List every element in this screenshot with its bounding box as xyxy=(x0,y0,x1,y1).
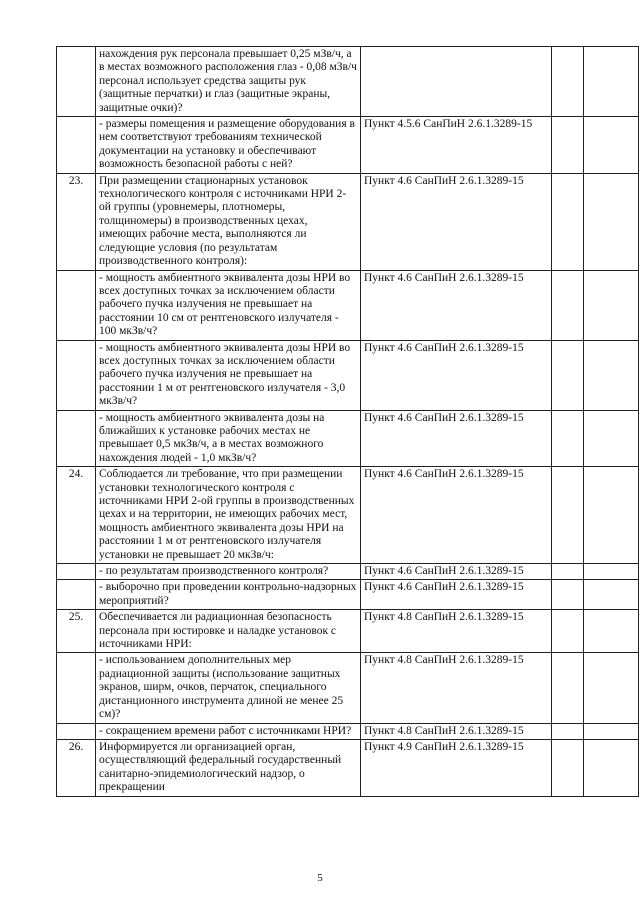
table-row xyxy=(57,467,639,564)
regulation-reference-cell xyxy=(361,47,552,117)
table-row xyxy=(57,270,639,340)
row-number-cell: 25. xyxy=(57,610,96,653)
row-number-cell xyxy=(57,270,96,340)
requirement-text-cell: - выборочно при проведении контрольно-надзорных мероприятий? xyxy=(96,580,361,610)
requirement-text-cell: Информируется ли организацией орган, осуществляющий федеральный государственный санитарно-эпидемиологический надзор, о прекращении xyxy=(96,739,361,796)
answer-cell-empty xyxy=(552,653,584,723)
answer-cell-empty xyxy=(552,47,584,117)
table-row xyxy=(57,653,639,723)
row-number-cell xyxy=(57,723,96,739)
answer-cell-empty xyxy=(552,340,584,410)
regulation-reference-cell: Пункт 4.6 СанПиН 2.6.1.3289-15 xyxy=(361,340,552,410)
note-cell-empty xyxy=(584,723,639,739)
table-row xyxy=(57,173,639,270)
answer-cell-empty xyxy=(552,173,584,270)
regulation-reference-cell: Пункт 4.6 СанПиН 2.6.1.3289-15 xyxy=(361,564,552,580)
table-row xyxy=(57,610,639,653)
table-row xyxy=(57,47,639,117)
regulation-reference-cell: Пункт 4.6 СанПиН 2.6.1.3289-15 xyxy=(361,467,552,564)
note-cell-empty xyxy=(584,739,639,796)
answer-cell-empty xyxy=(552,580,584,610)
table-row xyxy=(57,723,639,739)
note-cell-empty xyxy=(584,117,639,174)
row-number-cell xyxy=(57,117,96,174)
note-cell-empty xyxy=(584,564,639,580)
note-cell-empty xyxy=(584,340,639,410)
answer-cell-empty xyxy=(552,739,584,796)
regulation-reference-cell: Пункт 4.5.6 СанПиН 2.6.1.3289-15 xyxy=(361,117,552,174)
requirements-table-body xyxy=(57,47,639,797)
row-number-cell xyxy=(57,580,96,610)
requirement-text-cell: нахождения рук персонала превышает 0,25 мЗв/ч, а в местах возможного расположения глаз - 0,08 мЗв/ч персонал использует средства защиты рук (защитные перчатки) и глаз (защитные экраны, защитные очки)? xyxy=(96,47,361,117)
regulation-reference-cell: Пункт 4.6 СанПиН 2.6.1.3289-15 xyxy=(361,173,552,270)
requirement-text-cell: - по результатам производственного контроля? xyxy=(96,564,361,580)
note-cell-empty xyxy=(584,270,639,340)
answer-cell-empty xyxy=(552,117,584,174)
table-row xyxy=(57,580,639,610)
table-row xyxy=(57,340,639,410)
requirements-table xyxy=(56,46,639,797)
requirement-text-cell: - использованием дополнительных мер радиационной защиты (использование защитных экранов, ширм, очков, перчаток, специального дистанционного инструмента длиной не менее 25 см)? xyxy=(96,653,361,723)
note-cell-empty xyxy=(584,467,639,564)
regulation-reference-cell: Пункт 4.6 СанПиН 2.6.1.3289-15 xyxy=(361,580,552,610)
regulation-reference-cell: Пункт 4.9 СанПиН 2.6.1.3289-15 xyxy=(361,739,552,796)
table-row xyxy=(57,117,639,174)
requirement-text-cell: Обеспечивается ли радиационная безопасность персонала при юстировке и наладке установок с источниками НРИ: xyxy=(96,610,361,653)
row-number-cell: 24. xyxy=(57,467,96,564)
note-cell-empty xyxy=(584,610,639,653)
requirement-text-cell: Соблюдается ли требование, что при размещении установки технологического контроля с источниками НРИ 2-ой группы в производственных цехах и на территории, не имеющих рабочих мест, мощность амбиентного эквивалента дозы НРИ на расстоянии 1 м от рентгеновского излучателя установки не превышает 20 мкЗв/ч: xyxy=(96,467,361,564)
requirement-text-cell: При размещении стационарных установок технологического контроля с источниками НРИ 2-ой группы (уровнемеры, плотномеры, толщиномеры) в производственных цехах, имеющих рабочие места, выполняются ли следующие условия (по результатам производственного контроля): xyxy=(96,173,361,270)
row-number-cell xyxy=(57,410,96,467)
table-row xyxy=(57,564,639,580)
requirement-text-cell: - мощность амбиентного эквивалента дозы НРИ во всех доступных точках за исключением области рабочего пучка излучения не превышает на расстоянии 10 см от рентгеновского излучателя - 100 мкЗв/ч? xyxy=(96,270,361,340)
note-cell-empty xyxy=(584,653,639,723)
regulation-reference-cell: Пункт 4.8 СанПиН 2.6.1.3289-15 xyxy=(361,653,552,723)
answer-cell-empty xyxy=(552,723,584,739)
regulation-reference-cell: Пункт 4.8 СанПиН 2.6.1.3289-15 xyxy=(361,610,552,653)
note-cell-empty xyxy=(584,580,639,610)
note-cell-empty xyxy=(584,173,639,270)
answer-cell-empty xyxy=(552,467,584,564)
row-number-cell xyxy=(57,340,96,410)
table-row xyxy=(57,739,639,796)
note-cell-empty xyxy=(584,410,639,467)
answer-cell-empty xyxy=(552,410,584,467)
regulation-reference-cell: Пункт 4.6 СанПиН 2.6.1.3289-15 xyxy=(361,270,552,340)
requirement-text-cell: - сокращением времени работ с источниками НРИ? xyxy=(96,723,361,739)
answer-cell-empty xyxy=(552,564,584,580)
table-row xyxy=(57,410,639,467)
requirement-text-cell: - мощность амбиентного эквивалента дозы НРИ во всех доступных точках за исключением области рабочего пучка излучения не превышает на расстоянии 1 м от рентгеновского излучателя - 3,0 мкЗв/ч? xyxy=(96,340,361,410)
row-number-cell: 23. xyxy=(57,173,96,270)
page-number: 5 xyxy=(317,872,323,884)
requirement-text-cell: - размеры помещения и размещение оборудования в нем соответствуют требованиям технической документации на установку и обеспечивают возможность безопасной работы с ней? xyxy=(96,117,361,174)
row-number-cell xyxy=(57,564,96,580)
regulation-reference-cell: Пункт 4.6 СанПиН 2.6.1.3289-15 xyxy=(361,410,552,467)
regulation-reference-cell: Пункт 4.8 СанПиН 2.6.1.3289-15 xyxy=(361,723,552,739)
answer-cell-empty xyxy=(552,610,584,653)
requirement-text-cell: - мощность амбиентного эквивалента дозы на ближайших к установке рабочих местах не превышает 0,5 мкЗв/ч, а в местах возможного нахождения людей - 1,0 мкЗв/ч? xyxy=(96,410,361,467)
row-number-cell xyxy=(57,653,96,723)
row-number-cell: 26. xyxy=(57,739,96,796)
row-number-cell xyxy=(57,47,96,117)
note-cell-empty xyxy=(584,47,639,117)
answer-cell-empty xyxy=(552,270,584,340)
